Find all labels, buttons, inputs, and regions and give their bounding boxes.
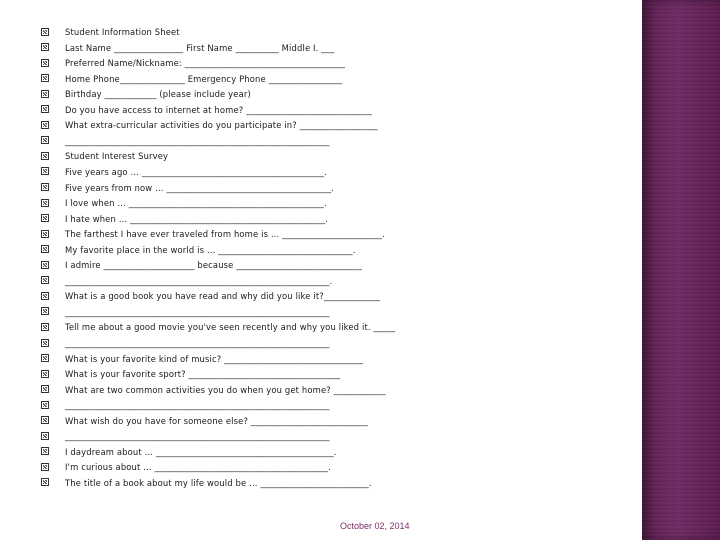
bullet-icon (41, 261, 49, 269)
bullet-icon (41, 432, 49, 440)
bullet-icon (41, 339, 49, 347)
survey-line-text: Five years ago … __________________________________________. (65, 166, 327, 177)
survey-line-text: Do you have access to internet at home? _____________________________ (65, 104, 372, 115)
survey-line-text: Home Phone_______________ Emergency Phone _________________ (65, 73, 343, 84)
bullet-icon (41, 230, 49, 238)
survey-line-text: Birthday ____________ (please include year) (65, 89, 251, 100)
bullet-icon (41, 59, 49, 67)
bullet-icon (41, 323, 49, 331)
survey-line-text: Last Name ________________ First Name __________ Middle I. ___ (65, 42, 335, 53)
bullet-icon (41, 401, 49, 409)
survey-line-text: I love when … _____________________________________________. (65, 198, 327, 209)
bullet-icon (41, 28, 49, 36)
survey-line-text: My favorite place in the world is … _______________________________. (65, 244, 356, 255)
survey-line-text: What is a good book you have read and why did you like it?_____________ (65, 291, 381, 302)
bullet-icon (41, 370, 49, 378)
bullet-icon (41, 121, 49, 129)
bullet-icon (41, 90, 49, 98)
bullet-icon (41, 199, 49, 207)
survey-line-text: _____________________________________________________________ (65, 135, 330, 146)
survey-line-text: I daydream about … _________________________________________. (65, 446, 337, 457)
survey-line-text: What is your favorite sport? ___________________________________ (65, 369, 341, 380)
bullet-icon (41, 292, 49, 300)
bullet-icon (41, 43, 49, 51)
bullet-icon (41, 463, 49, 471)
survey-line-text: Preferred Name/Nickname: _____________________________________ (65, 58, 346, 69)
bullet-icon (41, 74, 49, 82)
survey-line-text: What are two common activities you do when you get home? ____________ (65, 384, 386, 395)
survey-line-text: What extra-curricular activities do you participate in? __________________ (65, 120, 378, 131)
survey-line-text: _____________________________________________________________ (65, 431, 330, 442)
footer-date: October 02, 2014 (340, 521, 410, 531)
bullet-icon (41, 245, 49, 253)
bullet-icon (41, 307, 49, 315)
survey-line-text: I'm curious about … ________________________________________. (65, 462, 331, 473)
bullet-icon (41, 354, 49, 362)
survey-line-text: Five years from now … ______________________________________. (65, 182, 335, 193)
bullet-icon (41, 152, 49, 160)
survey-line-text: The farthest I have ever traveled from home is … _______________________. (65, 229, 385, 240)
survey-line-text: _____________________________________________________________ (65, 400, 330, 411)
bullet-icon (41, 105, 49, 113)
survey-line-text: What is your favorite kind of music? ________________________________ (65, 353, 363, 364)
side-decorative-panel (642, 0, 720, 540)
survey-line-text: _____________________________________________________________ (65, 338, 330, 348)
survey-line-text: Student Interest Survey (65, 151, 169, 162)
survey-line-text: I admire _____________________ because _____________________________ (65, 260, 363, 271)
bullet-icon (41, 416, 49, 424)
bullet-icon (41, 167, 49, 175)
survey-line-text: The title of a book about my life would be … _________________________. (65, 477, 372, 488)
survey-line-text: _____________________________________________________________ (65, 306, 330, 317)
bullet-icon (41, 385, 49, 393)
survey-line-text: What wish do you have for someone else? ___________________________ (65, 415, 368, 426)
bullet-icon (41, 183, 49, 191)
survey-line-text: Tell me about a good movie you've seen recently and why you liked it. _____ (65, 322, 396, 333)
bullet-icon (41, 447, 49, 455)
bullet-icon (41, 276, 49, 284)
survey-line-text: I hate when … _____________________________________________. (65, 213, 329, 224)
bullet-icon (41, 478, 49, 486)
bullet-icon (41, 214, 49, 222)
bullet-icon (41, 136, 49, 144)
survey-line-text: Student Information Sheet (65, 27, 180, 37)
survey-line-text: _____________________________________________________________. (65, 275, 333, 286)
